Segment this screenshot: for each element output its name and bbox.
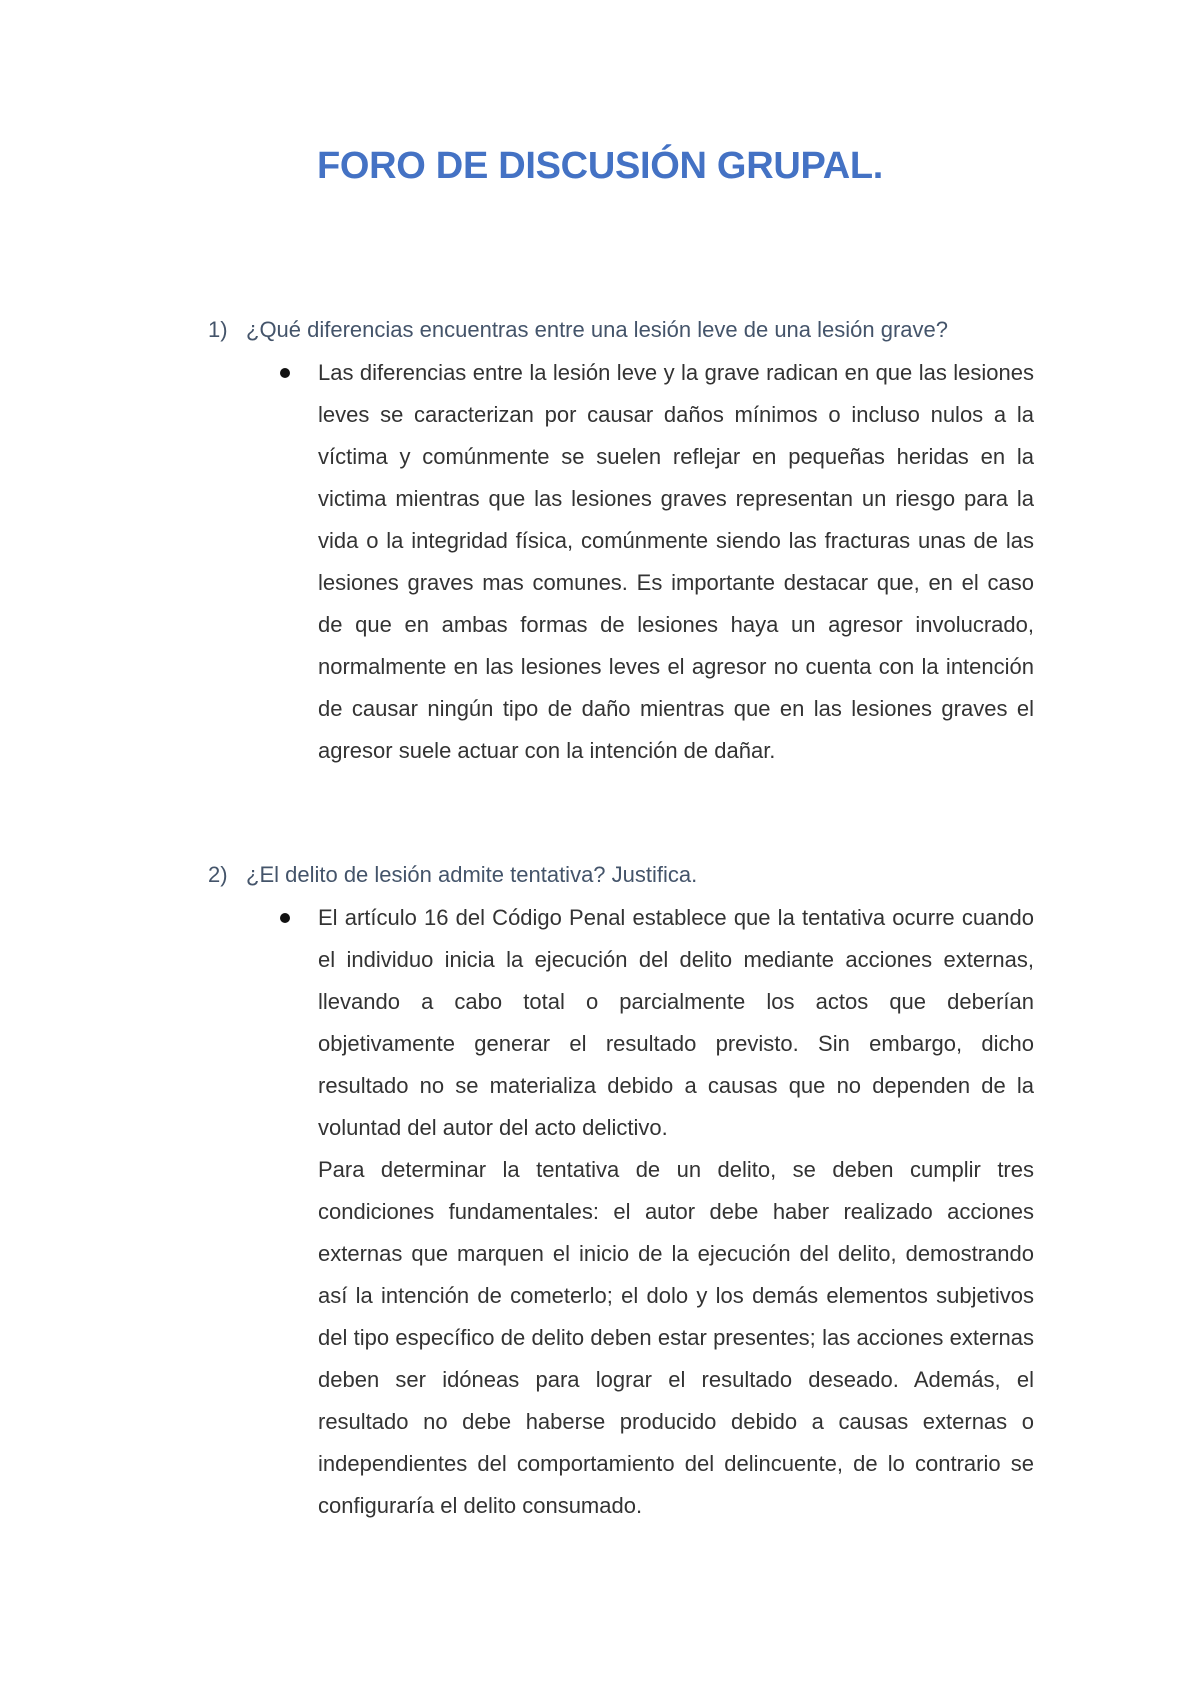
- question-1: [208, 315, 1038, 345]
- page-title: FORO DE DISCUSIÓN GRUPAL.: [316, 145, 884, 187]
- bullet-icon: [280, 913, 290, 923]
- answer-paragraph: Para determinar la tentativa de un delito, se deben cumplir tres condiciones fundamentales: el autor debe haber realizado acciones externas que marquen el inicio de la ejecución del delito, demostrando así la intención de cometerlo; el dolo y los demás elementos subjetivos del tipo específico de delito deben estar presentes; las acciones externas deben ser idóneas para lograr el resultado deseado. Además, el resultado no debe haberse producido debido a causas externas o independientes del comportamiento del delincuente, de lo contrario se configuraría el delito consumado.: [318, 1157, 1034, 1518]
- question-number: 2): [208, 862, 228, 887]
- answer-paragraph: Las diferencias entre la lesión leve y la grave radican en que las lesiones leves se caracterizan por causar daños mínimos o incluso nulos a la víctima y comúnmente se suelen reflejar en pequeñas heridas en la victima mientras que las lesiones graves representan un riesgo para la vida o la integridad física, comúnmente siendo las fracturas unas de las lesiones graves mas comunes. Es importante destacar que, en el caso de que en ambas formas de lesiones haya un agresor involucrado, normalmente en las lesiones leves el agresor no cuenta con la intención de causar ningún tipo de daño mientras que en las lesiones graves el agresor suele actuar con la intención de dañar.: [318, 360, 1034, 763]
- question-number: 1): [208, 317, 228, 342]
- answer-1: [318, 352, 1034, 772]
- question-text: ¿El delito de lesión admite tentativa? Justifica.: [246, 862, 698, 887]
- bullet-icon: [280, 368, 290, 378]
- question-2: [208, 860, 1038, 890]
- answer-paragraph: El artículo 16 del Código Penal establece que la tentativa ocurre cuando el individuo inicia la ejecución del delito mediante acciones externas, llevando a cabo total o parcialmente los actos que deberían objetivamente generar el resultado previsto. Sin embargo, dicho resultado no se materializa debido a causas que no dependen de la voluntad del autor del acto delictivo.: [318, 905, 1034, 1140]
- question-text: ¿Qué diferencias encuentras entre una lesión leve de una lesión grave?: [246, 317, 949, 342]
- answer-2: [318, 897, 1034, 1527]
